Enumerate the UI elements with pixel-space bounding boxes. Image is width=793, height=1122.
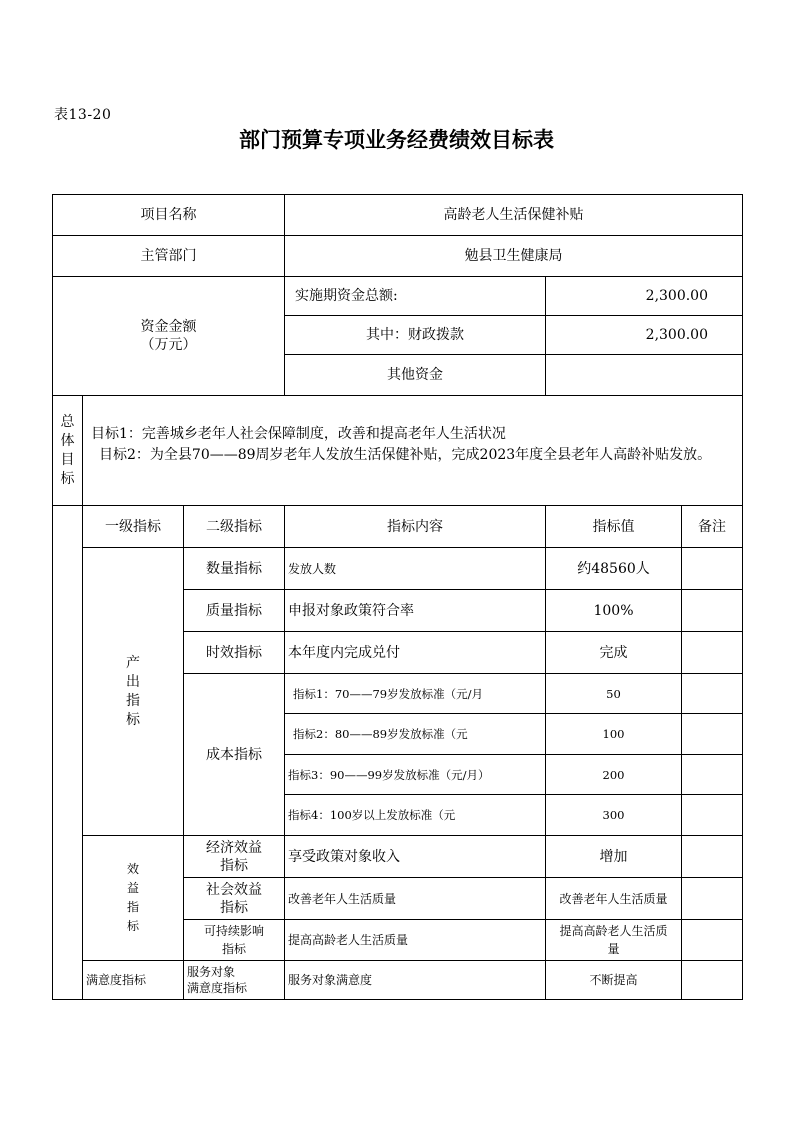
funds-other-label: 其他资金 bbox=[285, 355, 546, 396]
quality-note bbox=[682, 590, 743, 632]
social-content: 改善老年人生活质量 bbox=[285, 878, 546, 920]
timeliness-value: 完成 bbox=[546, 632, 682, 674]
header-content: 指标内容 bbox=[285, 506, 546, 548]
header-value: 指标值 bbox=[546, 506, 682, 548]
output-indicator-label: 产 出 指 标 bbox=[83, 548, 184, 836]
cost-item-4-value: 300 bbox=[546, 795, 682, 836]
form-code: 表13-20 bbox=[54, 107, 112, 123]
department-label: 主管部门 bbox=[53, 236, 285, 277]
quality-value: 100% bbox=[546, 590, 682, 632]
economic-indicator: 经济效益 指标 bbox=[184, 836, 285, 878]
quantity-content: 发放人数 bbox=[285, 548, 546, 590]
sustain-note bbox=[682, 920, 743, 961]
satisfaction-content: 服务对象满意度 bbox=[285, 961, 546, 1000]
cost-item-2-note bbox=[682, 714, 743, 755]
cost-item-3-value: 200 bbox=[546, 755, 682, 795]
cost-item-3-content: 指标3：90——99岁发放标准（元/月） bbox=[285, 755, 546, 795]
timeliness-indicator: 时效指标 bbox=[184, 632, 285, 674]
overall-goal-row bbox=[53, 396, 743, 506]
cost-item-4-note bbox=[682, 795, 743, 836]
header-level2: 二级指标 bbox=[184, 506, 285, 548]
goal-1: 目标1：完善城乡老年人社会保障制度，改善和提高老年人生活状况 bbox=[91, 426, 506, 442]
project-label: 项目名称 bbox=[53, 195, 285, 236]
table-row bbox=[53, 836, 743, 878]
cost-item-2-value: 100 bbox=[546, 714, 682, 755]
overall-goal-label: 总 体 目 标 bbox=[53, 396, 83, 506]
funds-total-row bbox=[53, 277, 743, 316]
funds-total-value: 2,300.00 bbox=[546, 277, 743, 316]
page-title: 部门预算专项业务经费绩效目标表 bbox=[239, 128, 554, 152]
table-row bbox=[53, 961, 743, 1000]
economic-value: 增加 bbox=[546, 836, 682, 878]
sustain-content: 提高高龄老人生活质量 bbox=[285, 920, 546, 961]
funds-label bbox=[53, 277, 285, 396]
cost-item-3-note bbox=[682, 755, 743, 795]
quantity-value: 约48560人 bbox=[546, 548, 682, 590]
cost-item-1-content: 指标1：70——79岁发放标准（元/月 bbox=[285, 674, 546, 714]
quality-indicator: 质量指标 bbox=[184, 590, 285, 632]
quality-content: 申报对象政策符合率 bbox=[285, 590, 546, 632]
satisfaction-level1: 满意度指标 bbox=[83, 961, 184, 1000]
cost-item-1-value: 50 bbox=[546, 674, 682, 714]
social-indicator: 社会效益 指标 bbox=[184, 878, 285, 920]
social-value: 改善老年人生活质量 bbox=[546, 878, 682, 920]
funds-fiscal-value: 2,300.00 bbox=[546, 316, 743, 355]
economic-content: 享受政策对象收入 bbox=[285, 836, 546, 878]
social-note bbox=[682, 878, 743, 920]
header-note: 备注 bbox=[682, 506, 743, 548]
funds-label-line2: （万元） bbox=[140, 337, 197, 353]
timeliness-note bbox=[682, 632, 743, 674]
indicator-side-column bbox=[53, 506, 83, 1000]
overall-goal-text bbox=[83, 396, 743, 506]
department-row bbox=[53, 236, 743, 277]
economic-note bbox=[682, 836, 743, 878]
cost-indicator: 成本指标 bbox=[184, 674, 285, 836]
funds-other-value bbox=[546, 355, 743, 396]
indicator-header-row bbox=[53, 506, 743, 548]
project-value: 高龄老人生活保健补贴 bbox=[285, 195, 743, 236]
table-row bbox=[53, 548, 743, 590]
funds-label-line1: 资金金额 bbox=[140, 319, 197, 335]
funds-total-label: 实施期资金总额: bbox=[285, 277, 546, 316]
benefit-indicator-label: 效 益 指 标 bbox=[83, 836, 184, 961]
header-level1: 一级指标 bbox=[83, 506, 184, 548]
goal-2: 目标2：为全县70——89周岁老年人发放生活保健补贴，完成2023年度全县老年人高龄补贴发放。 bbox=[99, 447, 712, 463]
performance-target-table bbox=[52, 194, 743, 1000]
department-value: 勉县卫生健康局 bbox=[285, 236, 743, 277]
sustain-value: 提高高龄老人生活质 量 bbox=[546, 920, 682, 961]
quantity-indicator: 数量指标 bbox=[184, 548, 285, 590]
funds-fiscal-label: 其中：财政拨款 bbox=[285, 316, 546, 355]
cost-item-4-content: 指标4：100岁以上发放标准（元 bbox=[285, 795, 546, 836]
cost-item-2-content: 指标2：80——89岁发放标准（元 bbox=[285, 714, 546, 755]
satisfaction-value: 不断提高 bbox=[546, 961, 682, 1000]
sustain-indicator: 可持续影响 指标 bbox=[184, 920, 285, 961]
quantity-note bbox=[682, 548, 743, 590]
timeliness-content: 本年度内完成兑付 bbox=[285, 632, 546, 674]
satisfaction-note bbox=[682, 961, 743, 1000]
project-row bbox=[53, 195, 743, 236]
cost-item-1-note bbox=[682, 674, 743, 714]
satisfaction-indicator: 服务对象 满意度指标 bbox=[184, 961, 285, 1000]
